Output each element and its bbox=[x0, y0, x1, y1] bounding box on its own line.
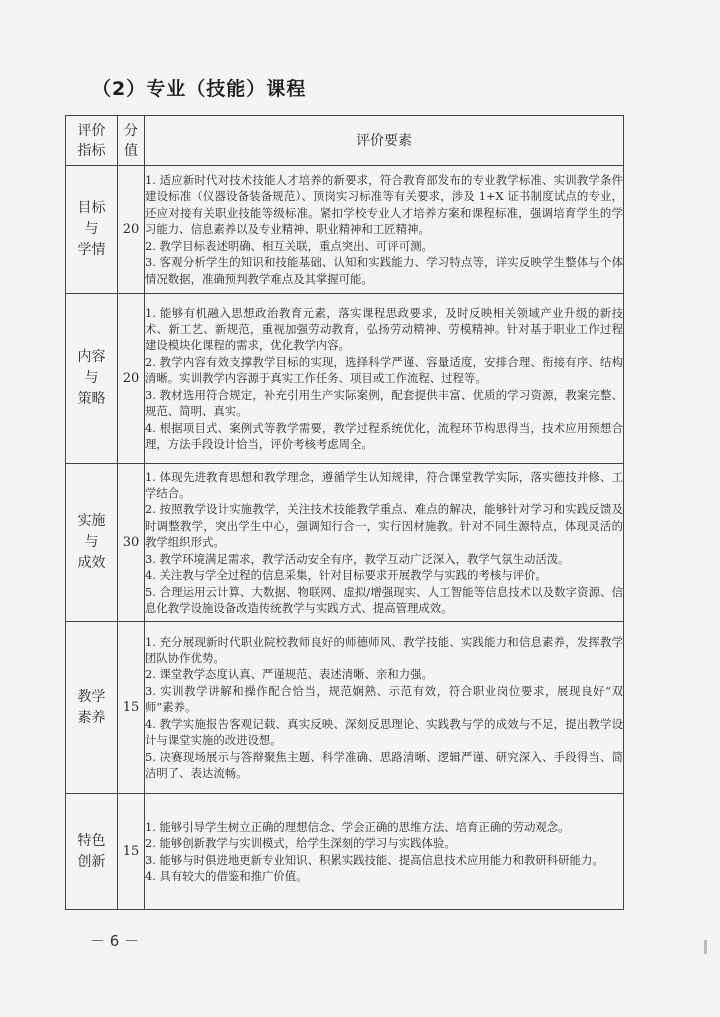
indicator-line: 策略 bbox=[77, 391, 106, 407]
table-row bbox=[66, 294, 624, 464]
table-row bbox=[66, 622, 624, 794]
indicator-line: 成效 bbox=[77, 555, 106, 571]
criterion-item: 1. 适应新时代对技术技能人才培养的新要求，符合教育部发布的专业教学标准、实训教学条件建设标准（仪器设备装备规范）、顶岗实习标准等有关要求，涉及 1+X 证书制度试点的专业，还应对接有关职业技能等级标准。紧扣学校专业人才培养方案和课程标准，强调培育学生的学习能力、信息素养以及专业精神、职业精神和工匠精神。 bbox=[145, 173, 623, 237]
indicator-line: 教学 bbox=[77, 688, 106, 705]
table-row bbox=[66, 166, 624, 294]
header-indicator-line: 指标 bbox=[77, 142, 106, 159]
indicator-cell bbox=[66, 794, 118, 910]
header-indicator bbox=[66, 116, 118, 166]
criterion-item: 4. 关注教与学全过程的信息采集，针对目标要求开展教学与实践的考核与评价。 bbox=[145, 568, 547, 583]
score-cell: 20 bbox=[118, 166, 145, 294]
criterion-item: 5. 决赛现场展示与答辩聚焦主题、科学准确、思路清晰、逻辑严谨、研究深入、手段得当、简洁明了、表达流畅。 bbox=[145, 749, 623, 780]
elements-cell bbox=[145, 464, 624, 622]
criterion-item: 3. 教学环境满足需求，教学活动安全有序，教学互动广泛深入，教学气氛生动活泼。 bbox=[145, 551, 570, 566]
criterion-item: 1. 能够有机融入思想政治教育元素，落实课程思政要求，及时反映相关领域产业升级的新技术、新工艺、新规范，重视加强劳动教育，弘扬劳动精神、劳模精神。针对基于职业工作过程建设模块化课程的需求，优化教学内容。 bbox=[145, 305, 623, 353]
criterion-item: 4. 教学实施报告客观记载、真实反映、深刻反思理论、实践教与学的成效与不足，提出教学设计与课堂实施的改进设想。 bbox=[145, 716, 623, 748]
elements-cell bbox=[145, 294, 624, 464]
evaluation-table bbox=[65, 115, 624, 910]
indicator-line: 与 bbox=[84, 221, 99, 237]
score-cell: 15 bbox=[118, 794, 145, 910]
header-elements: 评价要素 bbox=[145, 116, 624, 166]
table-row bbox=[66, 794, 624, 910]
score-cell: 15 bbox=[118, 622, 145, 794]
score-cell: 30 bbox=[118, 464, 145, 622]
table-row bbox=[66, 464, 624, 622]
indicator-cell bbox=[66, 166, 118, 294]
criterion-item: 3. 教材选用符合规定，补充引用生产实际案例，配套提供丰富、优质的学习资源，教案完整、规范、简明、真实。 bbox=[145, 387, 623, 419]
score-cell: 20 bbox=[118, 294, 145, 464]
indicator-line: 内容 bbox=[77, 349, 106, 365]
indicator-line: 与 bbox=[84, 370, 99, 386]
elements-cell bbox=[145, 794, 624, 910]
scan-edge-mark bbox=[704, 940, 707, 954]
indicator-line: 实施 bbox=[77, 513, 106, 529]
criterion-item: 2. 按照教学设计实施教学，关注技术技能教学重点、难点的解决，能够针对学习和实践反馈及时调整教学，突出学生中心，强调知行合一，实行因材施教。针对不同生源特点，体现灵活的教学组织形式。 bbox=[145, 502, 623, 550]
criterion-item: 4. 根据项目式、案例式等教学需要，教学过程系统优化，流程环节构思得当，技术应用预想合理，方法手段设计恰当，评价考核考虑周全。 bbox=[145, 420, 623, 451]
header-score bbox=[118, 116, 145, 166]
criterion-item: 2. 教学内容有效支撑教学目标的实现，选择科学严谨、容量适度，安排合理、衔接有序、结构清晰。实训教学内容源于真实工作任务、项目或工作流程、过程等。 bbox=[145, 354, 623, 386]
criterion-item: 1. 充分展现新时代职业院校教师良好的师德师风、教学技能、实践能力和信息素养，发挥教学团队协作优势。 bbox=[145, 634, 623, 666]
indicator-line: 与 bbox=[84, 534, 99, 550]
criterion-item: 3. 实训教学讲解和操作配合恰当，规范娴熟、示范有效，符合职业岗位要求，展现良好“双师”素养。 bbox=[145, 683, 623, 715]
table-body bbox=[66, 166, 624, 910]
criterion-item: 3. 客观分析学生的知识和技能基础、认知和实践能力、学习特点等，详实反映学生整体与个体情况数据，准确预判教学难点及其掌握可能。 bbox=[145, 255, 623, 286]
indicator-cell bbox=[66, 464, 118, 622]
header-score-line: 分 bbox=[124, 122, 138, 139]
indicator-cell bbox=[66, 622, 118, 794]
criterion-item: 5. 合理运用云计算、大数据、物联网、虚拟/增强现实、人工智能等信息技术以及数字资源、信息化教学设施设备改造传统教学与实践方式、提高管理成效。 bbox=[145, 584, 623, 615]
section-heading: （2）专业（技能）课程 bbox=[92, 78, 307, 100]
header-indicator-line: 评价 bbox=[77, 122, 106, 139]
indicator-line: 特色 bbox=[77, 832, 106, 849]
criterion-item: 1. 体现先进教育思想和教学理念，遵循学生认知规律，符合课堂教学实际，落实德技并修、工学结合。 bbox=[145, 469, 623, 501]
criterion-item: 2. 教学目标表述明确、相互关联，重点突出、可评可测。 bbox=[145, 238, 433, 253]
elements-cell bbox=[145, 166, 624, 294]
indicator-cell bbox=[66, 294, 118, 464]
table-header-row bbox=[66, 116, 624, 166]
criterion-item: 3. 能够与时俱进地更新专业知识、积累实践技能、提高信息技术应用能力和教研科研能力。 bbox=[145, 852, 604, 867]
criterion-item: 4. 具有较大的借鉴和推广价值。 bbox=[145, 868, 308, 883]
page-number: － 6 － bbox=[90, 932, 140, 950]
elements-cell bbox=[145, 622, 624, 794]
indicator-line: 学情 bbox=[77, 242, 106, 258]
header-score-line: 值 bbox=[124, 142, 138, 159]
criterion-item: 2. 课堂教学态度认真、严谨规范、表述清晰、亲和力强。 bbox=[145, 667, 433, 682]
indicator-line: 素养 bbox=[77, 709, 106, 726]
criterion-item: 1. 能够引导学生树立正确的理想信念、学会正确的思维方法、培育正确的劳动观念。 bbox=[145, 819, 570, 834]
indicator-line: 目标 bbox=[77, 200, 106, 216]
criterion-item: 2. 能够创新教学与实训模式，给学生深刻的学习与实践体验。 bbox=[145, 836, 456, 851]
indicator-line: 创新 bbox=[77, 853, 106, 870]
